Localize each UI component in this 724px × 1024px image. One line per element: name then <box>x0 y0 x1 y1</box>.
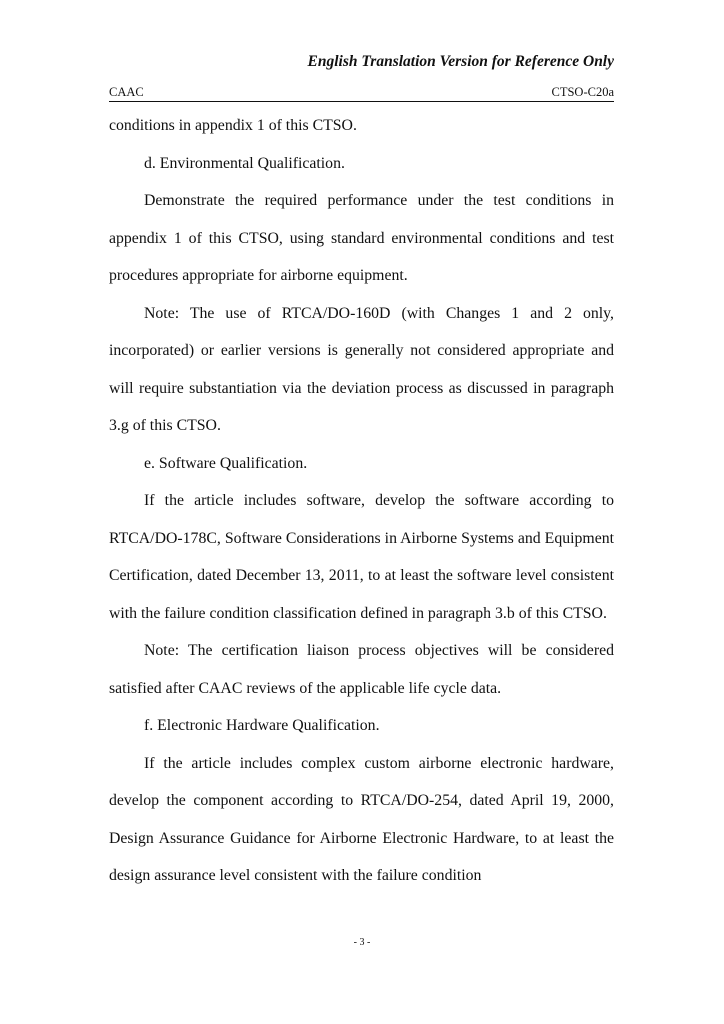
note-do160: Note: The use of RTCA/DO-160D (with Changes 1 and 2 only, incorporated) or earlier versions is generally not considered appropriate and will require substantiation via the deviation process as discussed in paragraph 3.g of this CTSO. <box>109 304 614 434</box>
header-document-id: CTSO-C20a <box>551 85 614 99</box>
section-heading-software: e. Software Qualification. <box>144 454 308 472</box>
header-organization: CAAC <box>109 85 144 99</box>
note-certification-liaison: Note: The certification liaison process objectives will be considered satisfied after CAAC reviews of the applicable life cycle data. <box>109 642 614 697</box>
translation-note: English Translation Version for Reference Only <box>307 53 614 70</box>
paragraph-hardware: If the article includes complex custom airborne electronic hardware, develop the component according to RTCA/DO-254, dated April 19, 2000, Design Assurance Guidance for Airborne Electronic Hardware, to at least the design assurance level consistent with the failure condition <box>109 754 614 884</box>
paragraph-continuation: conditions in appendix 1 of this CTSO. <box>109 117 357 134</box>
body-text <box>109 107 614 895</box>
section-heading-hardware: f. Electronic Hardware Qualification. <box>144 717 380 734</box>
page-header <box>109 85 614 102</box>
paragraph-software: If the article includes software, develop the software according to RTCA/DO-178C, Software Considerations in Airborne Systems and Equipment Certification, dated December 13, 2011, to at least the software level consistent with the failure condition classification defined in paragraph 3.b of this CTSO. <box>109 492 614 622</box>
paragraph-environmental: Demonstrate the required performance under the test conditions in appendix 1 of this CTSO, using standard environmental conditions and test procedures appropriate for airborne equipment. <box>109 192 614 284</box>
page-number: - 3 - <box>353 937 371 948</box>
section-heading-environmental: d. Environmental Qualification. <box>144 154 345 172</box>
